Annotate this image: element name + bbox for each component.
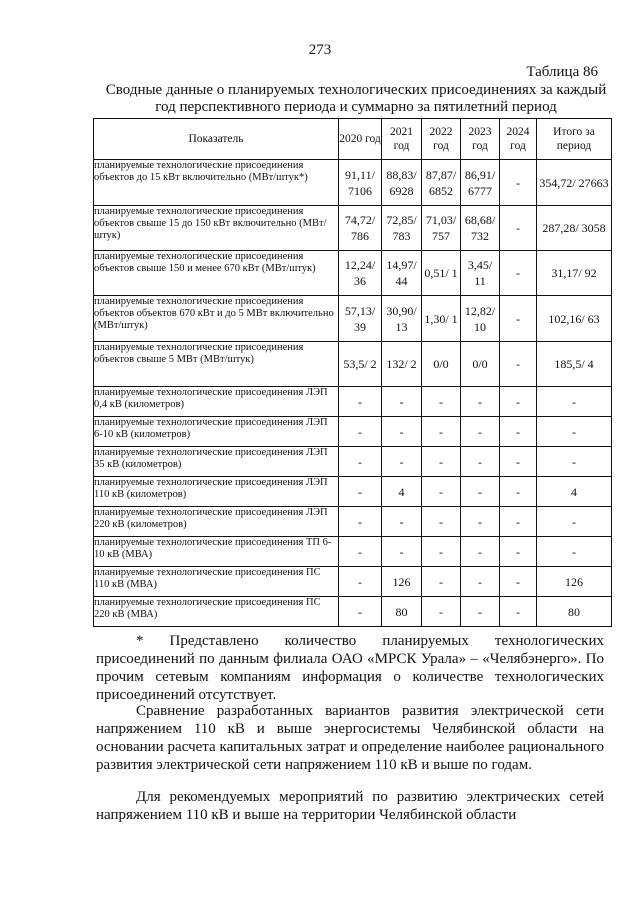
- row-value: -: [422, 417, 461, 447]
- table-caption: Сводные данные о планируемых технологических присоединениях за каждый год перспективного периода и суммарно за пятилетний период: [105, 82, 607, 115]
- row-label: планируемые технологические присоединения ЛЭП 6-10 кВ (километров): [94, 417, 339, 447]
- row-value: 31,17/ 92: [537, 251, 612, 296]
- table-row: [94, 296, 612, 342]
- table-row: [94, 597, 612, 627]
- row-value: 14,97/ 44: [382, 251, 422, 296]
- row-value: -: [382, 417, 422, 447]
- row-value: 80: [537, 597, 612, 627]
- row-value: -: [382, 507, 422, 537]
- row-value: 68,68/ 732: [461, 206, 500, 251]
- row-label: планируемые технологические присоединения ЛЭП 35 кВ (километров): [94, 447, 339, 477]
- row-value: -: [382, 387, 422, 417]
- table-row: [94, 447, 612, 477]
- row-value: 102,16/ 63: [537, 296, 612, 342]
- row-value: 287,28/ 3058: [537, 206, 612, 251]
- row-value: -: [461, 447, 500, 477]
- row-value: -: [500, 567, 537, 597]
- row-label: планируемые технологические присоединения объектов до 15 кВт включительно (МВт/штук*): [94, 160, 339, 206]
- row-value: 80: [382, 597, 422, 627]
- row-value: 57,13/ 39: [339, 296, 382, 342]
- row-value: -: [339, 567, 382, 597]
- row-value: -: [500, 447, 537, 477]
- table-row: [94, 160, 612, 206]
- row-value: -: [461, 567, 500, 597]
- row-value: -: [422, 567, 461, 597]
- row-value: 3,45/ 11: [461, 251, 500, 296]
- row-value: 132/ 2: [382, 342, 422, 387]
- row-value: -: [500, 206, 537, 251]
- row-value: -: [500, 387, 537, 417]
- row-value: -: [339, 477, 382, 507]
- data-table: [93, 118, 612, 627]
- row-label: планируемые технологические присоединения объектов свыше 15 до 150 кВт включительно (МВт/штук): [94, 206, 339, 251]
- row-label: планируемые технологические присоединения объектов свыше 150 и менее 670 кВт (МВт/штук): [94, 251, 339, 296]
- row-value: -: [339, 447, 382, 477]
- row-value: -: [500, 342, 537, 387]
- row-value: 71,03/ 757: [422, 206, 461, 251]
- row-value: 0/0: [422, 342, 461, 387]
- row-value: -: [500, 417, 537, 447]
- header-total: Итого за период: [537, 119, 612, 160]
- row-value: -: [422, 477, 461, 507]
- row-value: 74,72/ 786: [339, 206, 382, 251]
- table-row: [94, 206, 612, 251]
- header-2022: 2022 год: [422, 119, 461, 160]
- row-label: планируемые технологические присоединения ЛЭП 220 кВ (километров): [94, 507, 339, 537]
- row-value: -: [500, 160, 537, 206]
- row-value: 185,5/ 4: [537, 342, 612, 387]
- row-value: 86,91/ 6777: [461, 160, 500, 206]
- row-value: -: [500, 477, 537, 507]
- table-row: [94, 342, 612, 387]
- row-value: -: [382, 447, 422, 477]
- table-header-row: [94, 119, 612, 160]
- row-value: -: [422, 447, 461, 477]
- row-value: -: [339, 417, 382, 447]
- table-row: [94, 251, 612, 296]
- row-value: -: [500, 597, 537, 627]
- row-value: -: [461, 417, 500, 447]
- row-value: -: [500, 537, 537, 567]
- row-label: планируемые технологические присоединения ПС 110 кВ (МВА): [94, 567, 339, 597]
- header-2020: 2020 год: [339, 119, 382, 160]
- row-value: 91,11/ 7106: [339, 160, 382, 206]
- row-value: -: [422, 597, 461, 627]
- row-value: -: [339, 597, 382, 627]
- header-2023: 2023 год: [461, 119, 500, 160]
- row-value: 87,87/ 6852: [422, 160, 461, 206]
- header-2021: 2021 год: [382, 119, 422, 160]
- table-row: [94, 507, 612, 537]
- row-value: 1,30/ 1: [422, 296, 461, 342]
- row-value: -: [461, 537, 500, 567]
- row-value: 354,72/ 27663: [537, 160, 612, 206]
- table-row: [94, 567, 612, 597]
- table-label: Таблица 86: [526, 64, 598, 80]
- row-value: 4: [382, 477, 422, 507]
- footnote: * Представлено количество планируемых технологических присоединений по данным филиала ОАО «МРСК Урала» – «Челябэнерго». По прочим сетевым компаниям информация о количестве технологических присоединений отсутствует.: [96, 633, 604, 703]
- row-value: 126: [382, 567, 422, 597]
- table-body: [94, 160, 612, 627]
- row-value: -: [500, 296, 537, 342]
- table-row: [94, 537, 612, 567]
- row-value: 0/0: [461, 342, 500, 387]
- row-value: -: [461, 477, 500, 507]
- row-label: планируемые технологические присоединения ЛЭП 0,4 кВ (километров): [94, 387, 339, 417]
- row-value: -: [461, 387, 500, 417]
- row-label: планируемые технологические присоединения ПС 220 кВ (МВА): [94, 597, 339, 627]
- table-row: [94, 477, 612, 507]
- row-value: -: [461, 597, 500, 627]
- row-value: -: [339, 507, 382, 537]
- row-value: -: [537, 507, 612, 537]
- row-label: планируемые технологические присоединения ТП 6-10 кВ (МВА): [94, 537, 339, 567]
- row-value: -: [537, 447, 612, 477]
- paragraph-comparison: Сравнение разработанных вариантов развития электрической сети напряжением 110 кВ и выше энергосистемы Челябинской области на основании расчета капитальных затрат и определение наиболее рационального развития электрической сети напряжением 110 кВ и выше по годам.: [96, 703, 604, 773]
- row-value: 53,5/ 2: [339, 342, 382, 387]
- row-value: 30,90/ 13: [382, 296, 422, 342]
- row-value: -: [461, 507, 500, 537]
- row-label: планируемые технологические присоединения объектов свыше 5 МВт (МВт/штук): [94, 342, 339, 387]
- row-value: -: [500, 507, 537, 537]
- paragraph-recommended: Для рекомендуемых мероприятий по развитию электрических сетей напряжением 110 кВ и выше на территории Челябинской области: [96, 789, 604, 823]
- header-2024: 2024 год: [500, 119, 537, 160]
- page-number: 273: [308, 42, 332, 58]
- row-value: -: [422, 537, 461, 567]
- row-value: -: [339, 537, 382, 567]
- header-indicator: Показатель: [94, 119, 339, 160]
- row-value: -: [422, 387, 461, 417]
- row-label: планируемые технологические присоединения ЛЭП 110 кВ (километров): [94, 477, 339, 507]
- row-value: 12,24/ 36: [339, 251, 382, 296]
- row-label: планируемые технологические присоединения объектов объектов 670 кВт и до 5 МВт включительно (МВт/штук): [94, 296, 339, 342]
- row-value: 4: [537, 477, 612, 507]
- row-value: 126: [537, 567, 612, 597]
- row-value: -: [537, 537, 612, 567]
- row-value: -: [382, 537, 422, 567]
- row-value: 0,51/ 1: [422, 251, 461, 296]
- row-value: -: [537, 417, 612, 447]
- row-value: 88,83/ 6928: [382, 160, 422, 206]
- row-value: -: [500, 251, 537, 296]
- table-row: [94, 417, 612, 447]
- row-value: -: [537, 387, 612, 417]
- row-value: -: [339, 387, 382, 417]
- table-row: [94, 387, 612, 417]
- row-value: 72,85/ 783: [382, 206, 422, 251]
- row-value: 12,82/ 10: [461, 296, 500, 342]
- row-value: -: [422, 507, 461, 537]
